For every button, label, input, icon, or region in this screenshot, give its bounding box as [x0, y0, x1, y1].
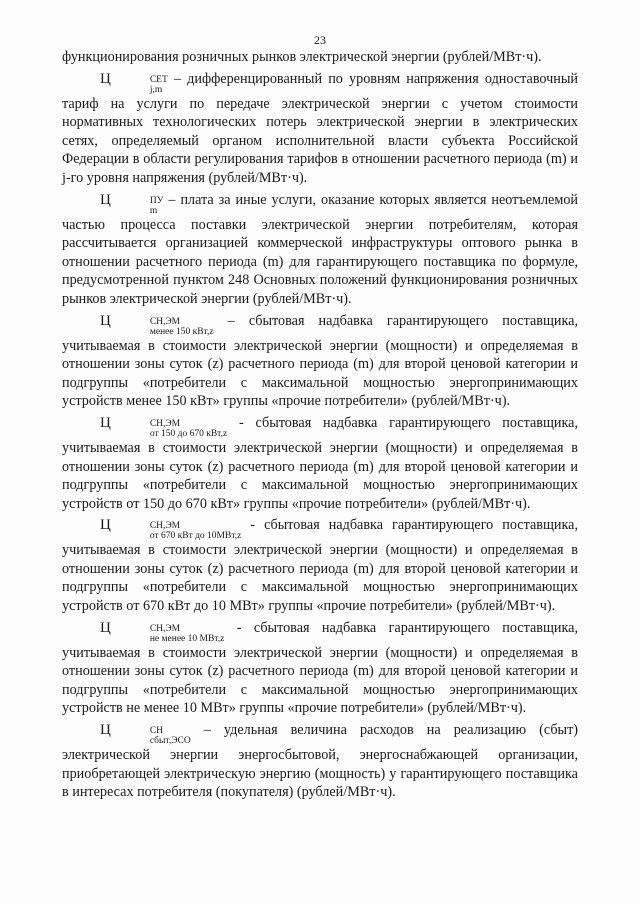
definition-text: – дифференцированный по уровням напряжения одноставочный тариф на услуги по передаче электрической энергии с учетом стоимости нормативных технологических потерь электрической энергии в электрических сетях, определяемый органом исполнительной власти субъекта Российской Федерации в области регулирования тарифов в отношении расчетного периода (m) и j-го уровня напряжения (рублей/МВт·ч).	[62, 70, 578, 186]
symbol-tset: Ц СЕТ j,m	[100, 70, 168, 95]
symbol-sn-sbyt-eso: Ц СН сбыт,ЭСО	[100, 722, 191, 747]
definition-tpu	[62, 191, 578, 309]
symbol-sn-less-150: Ц СН,ЭМ менее 150 кВт,z	[100, 312, 214, 337]
definition-text: - сбытовая надбавка гарантирующего поставщика, учитываемая в стоимости электрической энергии (мощности) и определяемая в отношении зоны суток (z) расчетного периода (m) для второй ценовой категории и подгруппы «потребители с максимальной мощностью энергопринимающих устройств от 670 кВт до 10 МВт» группы «прочие потребители» (рублей/МВт·ч).	[62, 517, 578, 615]
definition-tset	[62, 70, 578, 188]
definition-text: – плата за иные услуги, оказание которых является неотъемлемой частью процесса поставки электрической энергии потребителям, которая рассчитывается организацией коммерческой инфраструктуры оптового рынка в отношении расчетного периода (m) для гарантирующего поставщика по формуле, предусмотренной пунктом 248 Основных положений функционирования розничных рынков электрической энергии (рублей/МВт·ч).	[62, 191, 579, 307]
definition-sn-less-150	[62, 312, 578, 411]
definition-sn-670-10	[62, 516, 578, 615]
document-body	[62, 48, 578, 805]
definition-text: – сбытовая надбавка гарантирующего поставщика, учитываемая в стоимости электрической энергии (мощности) и определяемая в отношении зоны суток (z) расчетного периода (m) для второй ценовой категории и подгруппы «потребители с максимальной мощностью энергопринимающих устройств менее 150 кВт» группы «прочие потребители» (рублей/МВт·ч).	[62, 312, 579, 410]
definition-sn-sbyt-eso	[62, 721, 578, 802]
definition-sn-150-670	[62, 414, 578, 513]
definition-sn-not-less-10	[62, 619, 578, 718]
definition-text: - сбытовая надбавка гарантирующего поставщика, учитываемая в стоимости электрической энергии (мощности) и определяемая в отношении зоны суток (z) расчетного периода (m) для второй ценовой категории и подгруппы «потребители с максимальной мощностью энергопринимающих устройств от 150 до 670 кВт» группы «прочие потребители» (рублей/МВт·ч).	[62, 414, 579, 512]
symbol-sn-670-10: Ц СН,ЭМ от 670 кВт до 10МВт,z	[100, 517, 242, 542]
page-number: 23	[314, 33, 326, 47]
definition-text: – удельная величина расходов на реализацию (сбыт) электрической энергии энергосбытовой, энергоснабжающей организации, приобретающей электрическую энергию (мощность) у гарантирующего поставщика в интересах потребителя (покупателя) (рублей/МВт·ч).	[62, 722, 578, 801]
symbol-sn-not-less-10: Ц СН,ЭМ не менее 10 МВт,z	[100, 619, 225, 644]
symbol-tpu: Ц ПУ m	[100, 191, 164, 216]
symbol-sn-150-670: Ц СН,ЭМ от 150 до 670 кВт,z	[100, 414, 228, 439]
definition-text: - сбытовая надбавка гарантирующего поставщика, учитываемая в стоимости электрической энергии (мощности) и определяемая в отношении зоны суток (z) расчетного периода (m) для второй ценовой категории и подгруппы «потребители с максимальной мощностью энергопринимающих устройств не менее 10 МВт» группы «прочие потребители» (рублей/МВт·ч).	[62, 619, 579, 717]
paragraph-continuation: функционирования розничных рынков электрической энергии (рублей/МВт·ч).	[62, 49, 542, 65]
